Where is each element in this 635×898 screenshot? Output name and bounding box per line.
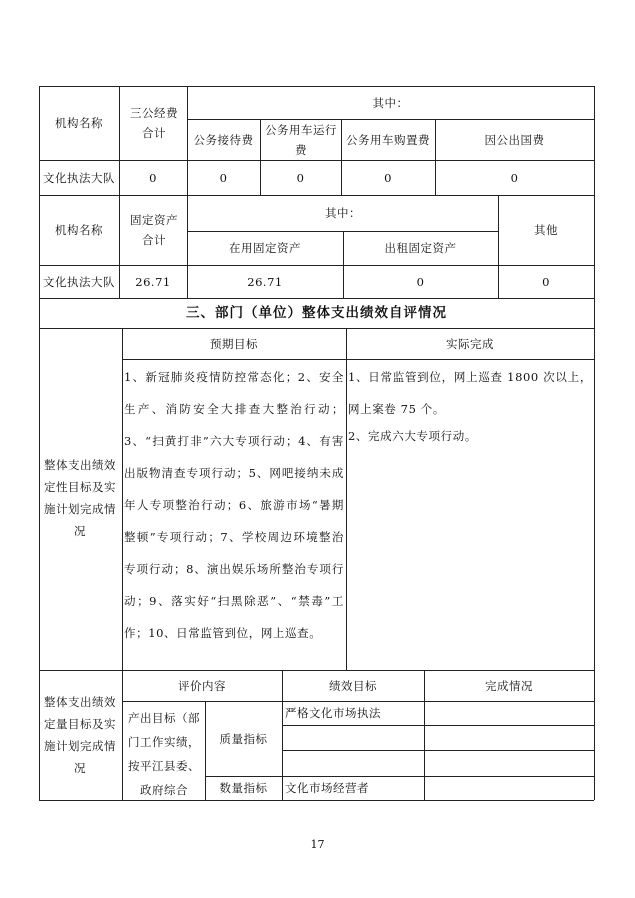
grid-line (39, 195, 594, 196)
section-title: 三、部门（单位）整体支出绩效自评情况 (186, 305, 447, 321)
grid-line (346, 328, 347, 670)
expected-target-text: 1、新冠肺炎疫情防控常态化；2、安全生产、消防安全大排查大整治行动；3、“扫黄打非”六大专项行动；4、有害出版物清查专项行动；5、网吧接纳未成年人专项整治行动；6、旅游市场“暑期整顿”专项行动；7、学校周边环境整治专项行动；8、演出娱乐场所整治专项行动；9、落实好“扫黑除恶”、“禁毒”工作；10、日常监管到位，网上巡查。 (124, 370, 344, 640)
grid-line (435, 119, 436, 195)
quality-target-text: 严格文化市场执法 (285, 706, 381, 720)
t1-overseas-header: 因公出国费 (484, 132, 545, 147)
grid-line (122, 328, 123, 800)
page-number: 17 (310, 838, 325, 851)
t1-overseas-value: 0 (510, 170, 519, 185)
grid-line (187, 119, 594, 120)
grid-line (39, 800, 594, 801)
actual-completion-line-1: 1、日常监管到位，网上巡查 1800 次以上，网上案卷 75 个。 (348, 370, 592, 416)
grid-line (39, 160, 594, 161)
t2-other-header: 其他 (534, 223, 558, 237)
performance-target-header: 绩效目标 (329, 678, 377, 693)
t1-reception-header: 公务接待费 (193, 132, 254, 147)
grid-line (282, 670, 283, 800)
grid-line (39, 265, 594, 266)
grid-line (424, 670, 425, 800)
qualitative-label: 整体支出绩效定性目标及实施计划完成情况 (44, 458, 116, 538)
t1-of-which-header: 其中： (372, 95, 409, 110)
t2-other-value: 0 (542, 274, 550, 289)
grid-line (119, 86, 120, 195)
quality-indicator-label: 质量指标 (219, 731, 268, 746)
expected-target-header: 预期目标 (210, 337, 258, 351)
grid-line (39, 86, 40, 800)
grid-line (39, 86, 594, 87)
quantity-indicator-label: 数量指标 (219, 781, 268, 795)
grid-line (260, 119, 261, 195)
t1-reception-value: 0 (219, 170, 228, 185)
t1-vehicle-purchase-header: 公务用车购置费 (346, 132, 430, 147)
actual-completion-line-2: 2、完成六大专项行动。 (348, 429, 477, 443)
t2-org-header: 机构名称 (55, 223, 103, 237)
t1-vehicle-operation-value: 0 (296, 170, 305, 185)
t1-three-public-header: 三公经费合计 (130, 106, 178, 140)
grid-line (205, 776, 594, 777)
t1-org-header: 机构名称 (55, 116, 103, 130)
t1-vehicle-purchase-value: 0 (384, 170, 392, 185)
grid-line (39, 298, 594, 299)
grid-line (187, 195, 188, 298)
grid-line (39, 670, 594, 671)
t2-leased-header: 出租固定资产 (384, 241, 457, 255)
quantity-target-text: 文化市场经营者 (285, 781, 369, 795)
grid-line (119, 195, 120, 298)
eval-content-header: 评价内容 (178, 678, 226, 693)
grid-line (205, 701, 206, 800)
grid-line (122, 359, 594, 360)
t2-of-which-header: 其中： (325, 206, 361, 220)
t1-org-value: 文化执法大队 (43, 170, 115, 185)
grid-line (594, 86, 595, 800)
completion-status-header: 完成情况 (485, 678, 533, 693)
t1-vehicle-operation-header: 公务用车运行费 (265, 122, 337, 157)
quantitative-label: 整体支出绩效定量目标及实施计划完成情况 (44, 695, 116, 775)
t1-three-public-value: 0 (149, 170, 157, 185)
t2-leased-value: 0 (416, 274, 425, 289)
grid-line (282, 750, 594, 751)
t2-fixed-assets-value: 26.71 (135, 274, 171, 289)
t2-fixed-assets-header: 固定资产合计 (130, 213, 178, 247)
grid-line (187, 86, 188, 195)
grid-line (282, 725, 594, 726)
grid-line (498, 195, 499, 298)
output-target-label: 产出目标（部门工作实绩，按平江县委、政府综合 (128, 711, 200, 797)
t2-in-use-header: 在用固定资产 (229, 241, 301, 255)
t2-org-value: 文化执法大队 (43, 274, 115, 289)
grid-line (122, 701, 594, 702)
t2-in-use-value: 26.71 (247, 274, 283, 289)
actual-completion-header: 实际完成 (446, 337, 494, 351)
grid-line (341, 119, 342, 195)
